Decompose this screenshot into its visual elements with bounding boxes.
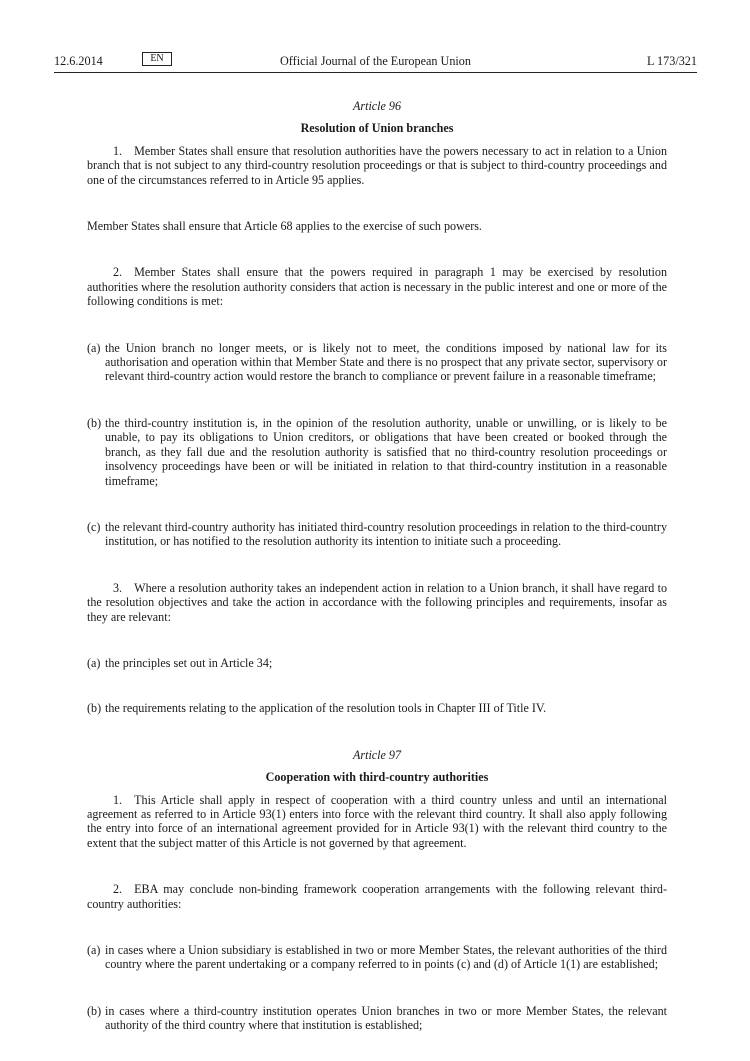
- publication-date: 12.6.2014: [54, 54, 103, 68]
- language-badge: EN: [142, 52, 172, 66]
- list-item: [87, 701, 667, 715]
- list-item-text: the relevant third-country authority has initiated third-country resolution proceedings in relation to the third-country institution, or has notified to the resolution authority its intention to initiate such a proceeding.: [105, 519, 667, 549]
- article-96-paragraph-1: 1. Member States shall ensure that resolution authorities have the powers necessary to act in relation to a Union branch that is not subject to any third-country resolution proceedings or that is subject to third-country proceedings and one of the circumstances referred to in Article 95 applies.: [87, 143, 667, 187]
- article-96-paragraph-3: 3. Where a resolution authority takes an independent action in relation to a Union branch, it shall have regard to the resolution objectives and take the action in accordance with the following principles and requirements, insofar as they are relevant:: [87, 580, 667, 624]
- list-item-label: (b): [87, 1003, 102, 1018]
- document-body: [87, 99, 667, 1033]
- article-97-title: Cooperation with third-country authorities: [265, 770, 489, 785]
- list-item-label: (a): [87, 943, 101, 957]
- page-number: L 173/321: [647, 54, 697, 68]
- article-96-paragraph-2: 2. Member States shall ensure that the powers required in paragraph 1 may be exercised by resolution authorities where the resolution authority considers that action is necessary in the public interest and one or more of the following conditions is met:: [87, 265, 667, 309]
- list-item: [87, 341, 667, 384]
- list-item-label: (b): [87, 701, 102, 716]
- article-96-label: Article 96: [352, 99, 402, 113]
- list-item-label: (c): [87, 519, 101, 534]
- journal-title: Official Journal of the European Union: [280, 54, 471, 68]
- article-97-label: Article 97: [352, 747, 402, 762]
- list-item-text: the third-country institution is, in the opinion of the resolution authority, unable or unwilling, or is likely to be unable, to pay its obligations to Union creditors, or obligations that have been created or booked through the branch, as they fall due and the resolution authority is satisfied that no third-country resolution proceedings or insolvency proceedings have been or will be initiated in relation to that third-country institution in a reasonable timeframe;: [105, 415, 667, 488]
- list-item-text: in cases where a Union subsidiary is established in two or more Member States, the relevant authorities of the third country where the parent undertaking or a company referred to in points (c) and (d) of Article 1(1) are established;: [105, 943, 667, 972]
- article-96-title: Resolution of Union branches: [300, 121, 454, 136]
- list-item-label: (b): [87, 415, 102, 430]
- list-item: [87, 1004, 667, 1033]
- list-item: [87, 943, 667, 972]
- article-96-paragraph-1-subparagraph: Member States shall ensure that Article 68 applies to the exercise of such powers.: [87, 219, 482, 234]
- list-item-text: the Union branch no longer meets, or is likely not to meet, the conditions imposed by national law for its authorisation and operation within that Member State and there is no prospect that any private sector, supervisory or relevant third-country action would restore the branch to compliance or prevent failure in a reasonable timeframe;: [105, 340, 667, 384]
- article-97-paragraph-2: 2. EBA may conclude non-binding framework cooperation arrangements with the following relevant third-country authorities:: [87, 882, 667, 911]
- list-item: [87, 416, 667, 488]
- list-item-text: the principles set out in Article 34;: [105, 655, 273, 670]
- page-header: [54, 50, 697, 73]
- list-item: [87, 656, 667, 670]
- article-97-paragraph-1: 1. This Article shall apply in respect of cooperation with a third country unless and until an international agreement as referred to in Article 93(1) enters into force with the relevant third country. It shall also apply following the entry into force of an international agreement provided for in Article 93(1) with the relevant third country to the extent that the subject matter of this Article is not governed by that agreement.: [87, 792, 667, 850]
- list-item: [87, 520, 667, 549]
- list-item-label: (a): [87, 655, 101, 670]
- list-item-label: (a): [87, 340, 101, 355]
- list-item-text: the requirements relating to the application of the resolution tools in Chapter III of Title IV.: [105, 701, 547, 716]
- list-item-text: in cases where a third-country institution operates Union branches in two or more Member States, the relevant authority of the third country where that institution is established;: [105, 1003, 667, 1033]
